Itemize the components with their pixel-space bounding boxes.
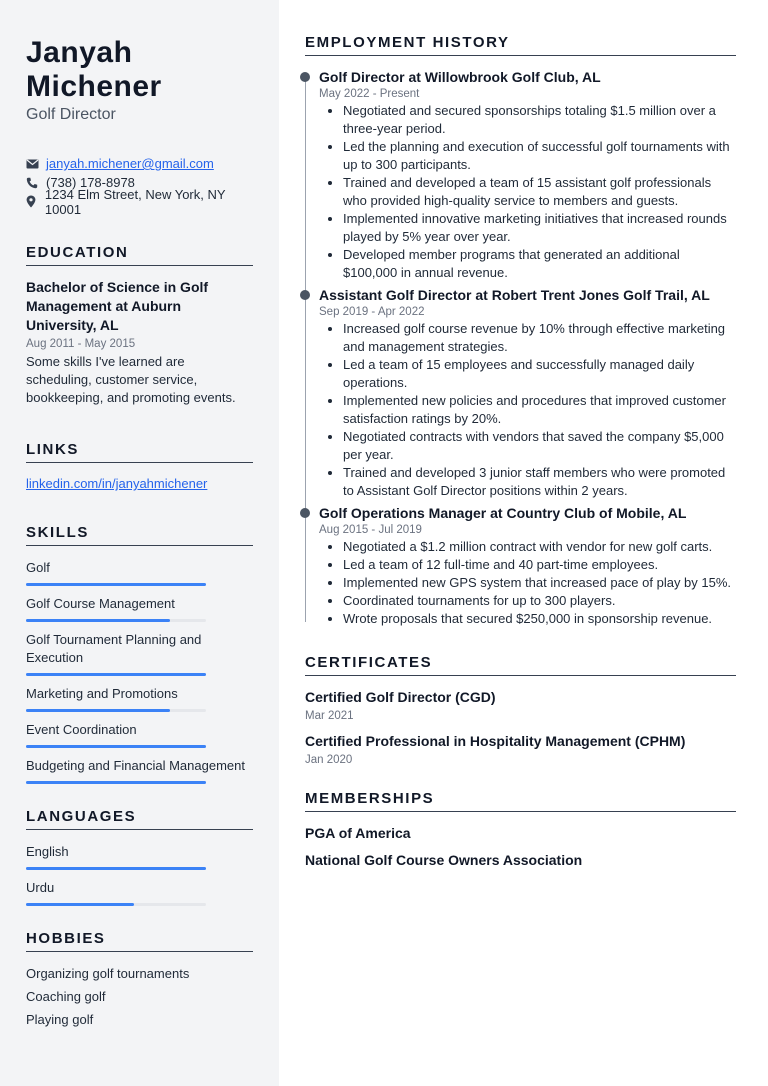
- education-dates: Aug 2011 - May 2015: [26, 338, 136, 350]
- hobbies-list: [26, 962, 253, 1031]
- address-row: [26, 186, 253, 217]
- skill-item-level-bar: [26, 583, 206, 586]
- certificate-item: [305, 688, 736, 722]
- job-entry: [305, 504, 736, 628]
- job-title: Golf Director at Willowbrook Golf Club, AL: [319, 69, 601, 85]
- skill-item-level-fill: [26, 781, 206, 784]
- skill-item-level-fill: [26, 673, 206, 676]
- job-bullet: • Implemented new GPS system that increased pace of play by 15%.: [343, 574, 736, 592]
- languages-section: [26, 808, 253, 906]
- employment-section: [305, 34, 736, 628]
- membership-item: National Golf Course Owners Association: [305, 852, 583, 868]
- skill-item-level-fill: [26, 709, 170, 712]
- membership-item: PGA of America: [305, 825, 411, 841]
- linkedin-link[interactable]: linkedin.com/in/janyahmichener: [26, 476, 208, 491]
- skills-section: [26, 524, 253, 784]
- candidate-last-name: Michener: [26, 70, 162, 103]
- hobby-item: Playing golf: [26, 1012, 94, 1027]
- skill-item-level-bar: [26, 781, 206, 784]
- skill-item: [26, 631, 253, 676]
- skill-item-level-bar: [26, 709, 206, 712]
- job-bullets: [319, 102, 736, 282]
- hobbies-heading: HOBBIES: [26, 930, 253, 952]
- candidate-first-name: Janyah: [26, 36, 133, 69]
- job-title: Assistant Golf Director at Robert Trent Jones Golf Trail, AL: [319, 287, 710, 303]
- skill-item-label: Marketing and Promotions: [26, 686, 178, 701]
- language-item-level-bar: [26, 903, 206, 906]
- employment-timeline: [305, 68, 736, 628]
- language-item: [26, 879, 253, 906]
- skill-item-label: Golf: [26, 560, 50, 575]
- skill-item: [26, 559, 253, 586]
- phone-number: (738) 178-8978: [46, 175, 135, 190]
- hobby-item: Organizing golf tournaments: [26, 966, 190, 981]
- job-entry: [305, 68, 736, 282]
- skill-item-level-fill: [26, 619, 170, 622]
- certificates-section: [305, 654, 736, 766]
- skill-item-label: Golf Course Management: [26, 596, 175, 611]
- job-dates: May 2022 - Present: [319, 88, 420, 100]
- skills-list: [26, 559, 253, 784]
- location-pin-icon: [26, 195, 45, 208]
- skill-item-level-fill: [26, 745, 206, 748]
- education-section: [26, 244, 253, 407]
- skill-item-level-bar: [26, 745, 206, 748]
- skill-item: [26, 595, 253, 622]
- job-dates: Sep 2019 - Apr 2022: [319, 306, 425, 318]
- skill-item-label: Golf Tournament Planning and Execution: [26, 632, 202, 665]
- job-bullet: • Implemented new policies and procedures that improved customer satisfaction ratings by 20%.: [343, 392, 736, 428]
- skill-item-label: Budgeting and Financial Management: [26, 758, 245, 773]
- links-section: [26, 441, 253, 491]
- job-bullet: • Led a team of 15 employees and successfully managed daily operations.: [343, 356, 736, 392]
- education-heading: EDUCATION: [26, 244, 253, 266]
- job-bullet: • Increased golf course revenue by 10% through effective marketing and management strategies.: [343, 320, 736, 356]
- certificate-name: Certified Golf Director (CGD): [305, 689, 496, 705]
- certificate-date: Mar 2021: [305, 710, 354, 722]
- job-bullets: [319, 320, 736, 500]
- job-bullet: • Negotiated contracts with vendors that saved the company $5,000 per year.: [343, 428, 736, 464]
- skill-item-level-bar: [26, 619, 206, 622]
- education-description: Some skills I've learned are scheduling, customer service, bookkeeping, and promoting events.: [26, 354, 236, 405]
- language-item-label: Urdu: [26, 880, 55, 895]
- language-item-level-fill: [26, 903, 134, 906]
- certificate-date: Jan 2020: [305, 754, 353, 766]
- language-item-level-bar: [26, 867, 206, 870]
- timeline-dot: [300, 290, 310, 300]
- memberships-list: [305, 824, 736, 870]
- skill-item-level-bar: [26, 673, 206, 676]
- job-bullets: [319, 538, 736, 628]
- envelope-icon: [26, 159, 46, 169]
- address: 1234 Elm Street, New York, NY 10001: [44, 186, 226, 217]
- job-bullet: • Implemented innovative marketing initiatives that increased rounds played by 5% year over year.: [343, 210, 736, 246]
- email-row: [26, 154, 253, 173]
- skill-item: [26, 721, 253, 748]
- links-heading: LINKS: [26, 441, 253, 463]
- job-bullet: • Coordinated tournaments for up to 300 players.: [343, 592, 736, 610]
- certificate-name: Certified Professional in Hospitality Management (CPHM): [305, 733, 686, 749]
- language-item-level-fill: [26, 867, 206, 870]
- job-bullet: • Developed member programs that generated an additional $100,000 in annual revenue.: [343, 246, 736, 282]
- job-bullet: • Led the planning and execution of successful golf tournaments with up to 300 participants.: [343, 138, 736, 174]
- memberships-section: [305, 790, 736, 870]
- job-bullet: • Led a team of 12 full-time and 40 part-time employees.: [343, 556, 736, 574]
- skill-item: [26, 757, 253, 784]
- education-degree: Bachelor of Science in Golf Management at Auburn University, AL: [26, 279, 209, 333]
- certificates-heading: CERTIFICATES: [305, 654, 736, 676]
- job-bullet: • Trained and developed 3 junior staff members who were promoted to Assistant Golf Director positions within 2 years.: [343, 464, 736, 500]
- timeline-dot: [300, 72, 310, 82]
- skill-item: [26, 685, 253, 712]
- languages-heading: LANGUAGES: [26, 808, 253, 830]
- email-link[interactable]: janyah.michener@gmail.com: [46, 156, 214, 171]
- certificates-list: [305, 688, 736, 766]
- phone-icon: [26, 177, 46, 189]
- hobbies-section: [26, 930, 253, 1031]
- timeline-dot: [300, 508, 310, 518]
- certificate-item: [305, 732, 736, 766]
- language-item: [26, 843, 253, 870]
- job-bullet: • Negotiated and secured sponsorships totaling $1.5 million over a three-year period.: [343, 102, 736, 138]
- languages-list: [26, 843, 253, 906]
- skill-item-label: Event Coordination: [26, 722, 137, 737]
- contact-info: [26, 154, 253, 217]
- employment-heading: EMPLOYMENT HISTORY: [305, 34, 736, 56]
- language-item-label: English: [26, 844, 69, 859]
- job-title: Golf Operations Manager at Country Club of Mobile, AL: [319, 505, 687, 521]
- job-bullet: • Wrote proposals that secured $250,000 in sponsorship revenue.: [343, 610, 736, 628]
- main-content: [305, 0, 736, 878]
- candidate-title: Golf Director: [26, 106, 116, 123]
- memberships-heading: MEMBERSHIPS: [305, 790, 736, 812]
- job-bullet: • Trained and developed a team of 15 assistant golf professionals who provided high-quality service to members and guests.: [343, 174, 736, 210]
- hobby-item: Coaching golf: [26, 989, 106, 1004]
- job-entry: [305, 286, 736, 500]
- skill-item-level-fill: [26, 583, 206, 586]
- job-dates: Aug 2015 - Jul 2019: [319, 524, 422, 536]
- sidebar: [0, 0, 279, 1086]
- job-bullet: • Negotiated a $1.2 million contract with vendor for new golf carts.: [343, 538, 736, 556]
- skills-heading: SKILLS: [26, 524, 253, 546]
